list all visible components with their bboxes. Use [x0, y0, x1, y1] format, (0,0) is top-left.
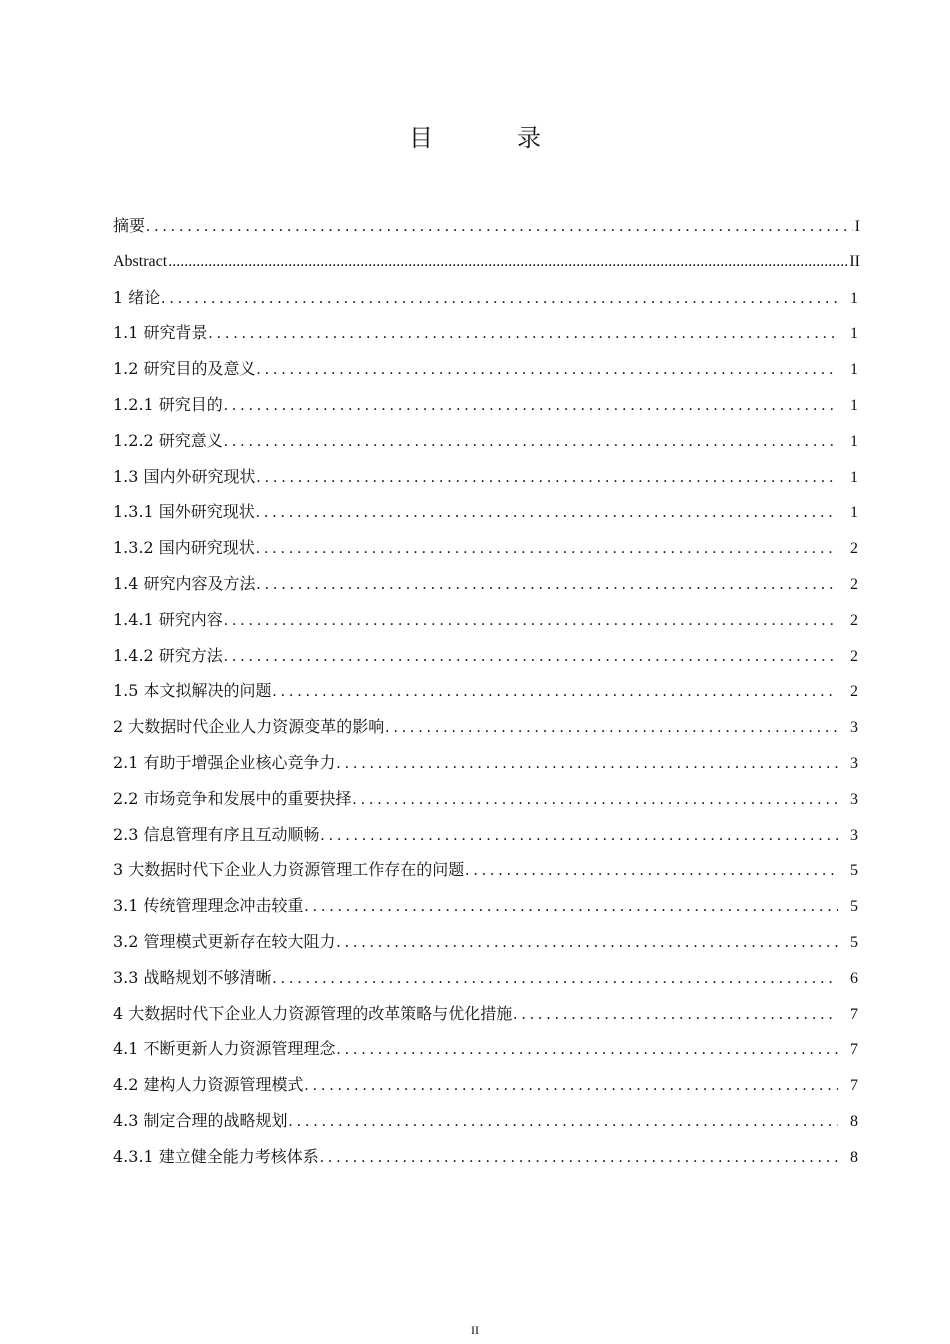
- toc-entry-1[interactable]: [113, 280, 860, 316]
- toc-entry-2-2[interactable]: [113, 781, 860, 817]
- toc-entry-label: 3.2 管理模式更新存在较大阻力: [113, 931, 336, 951]
- toc-leader-dots: [256, 495, 838, 530]
- toc-entry-page: 1: [850, 396, 858, 414]
- toc-entry-label: Abstract: [113, 252, 168, 270]
- toc-leader-dots: [273, 674, 838, 709]
- toc-leader-dots: [289, 1104, 838, 1139]
- toc-leader-dots: [224, 424, 838, 459]
- toc-entry-label: 1.3 国内外研究现状: [113, 466, 256, 486]
- toc-entry-1-2-2[interactable]: [113, 423, 860, 459]
- toc-entry-page: 2: [850, 575, 858, 593]
- toc-entry-page: 1: [850, 432, 858, 450]
- toc-entry-3[interactable]: [113, 852, 860, 888]
- toc-entry-page: I: [854, 218, 860, 235]
- toc-leader-dots: [321, 818, 838, 853]
- toc-entry-label: 2.1 有助于增强企业核心竞争力: [113, 752, 336, 772]
- toc-entry-3-1[interactable]: [113, 888, 860, 924]
- toc-leader-dots: [353, 782, 838, 817]
- toc-entry-1-3-1[interactable]: [113, 494, 860, 530]
- toc-entry-1-4-2[interactable]: [113, 638, 860, 674]
- toc-entry-2-3[interactable]: [113, 817, 860, 853]
- toc-entry-label: 1.4.2 研究方法: [113, 645, 223, 665]
- toc-entry-page: 8: [850, 1112, 858, 1130]
- toc-entry-label: 4 大数据时代下企业人力资源管理的改革策略与优化措施: [113, 1003, 513, 1023]
- toc-leader-dots: [257, 352, 838, 387]
- toc-entry-page: 1: [850, 325, 858, 343]
- toc-entry-page: 2: [850, 647, 858, 665]
- toc-leader-dots: [224, 639, 838, 674]
- toc-entry-page: 1: [850, 289, 858, 307]
- toc-entry-page: 5: [850, 862, 858, 880]
- toc-entry-page: 6: [850, 969, 858, 987]
- toc-leader-dots: [337, 925, 838, 960]
- footer-page-number: II: [471, 1323, 479, 1337]
- toc-leader-dots: [337, 1032, 838, 1067]
- toc-entry-page: II: [849, 252, 860, 270]
- toc-entry-page: 1: [850, 504, 858, 522]
- toc-entry-1-1[interactable]: [113, 315, 860, 351]
- toc-leader-dots: [305, 889, 838, 924]
- toc-entry-label: 2.2 市场竞争和发展中的重要抉择: [113, 788, 352, 808]
- toc-entry-abstract-en[interactable]: [113, 244, 860, 280]
- toc-entry-label: 4.2 建构人力资源管理模式: [113, 1075, 304, 1095]
- toc-leader-dots: [224, 603, 838, 638]
- toc-entry-label: 2.3 信息管理有序且互动顺畅: [113, 824, 320, 844]
- toc-entry-1-2[interactable]: [113, 351, 860, 387]
- toc-entry-label: 1.3.1 国外研究现状: [113, 502, 255, 522]
- toc-entry-page: 2: [850, 540, 858, 558]
- toc-entry-label: 1.4 研究内容及方法: [113, 573, 256, 593]
- table-of-contents: [113, 208, 860, 1175]
- toc-entry-abstract-cn[interactable]: [113, 208, 860, 244]
- toc-leader-dots: [465, 853, 838, 888]
- toc-leader-dots: [385, 710, 838, 745]
- toc-entry-page: 2: [850, 611, 858, 629]
- toc-leader-dots: [273, 961, 838, 996]
- toc-entry-label: 3.3 战略规划不够清晰: [113, 967, 272, 987]
- toc-leader-dots: [320, 1140, 838, 1175]
- toc-entry-1-5[interactable]: [113, 673, 860, 709]
- toc-entry-page: 3: [850, 790, 858, 808]
- toc-entry-page: 3: [850, 754, 858, 772]
- toc-entry-label: 4.1 不断更新人力资源管理理念: [113, 1039, 336, 1059]
- toc-entry-page: 5: [850, 898, 858, 916]
- toc-entry-page: 7: [850, 1005, 858, 1023]
- toc-entry-label: 1.4.1 研究内容: [113, 609, 223, 629]
- toc-leader-dots: [146, 209, 853, 244]
- toc-entry-page: 2: [850, 683, 858, 701]
- toc-entry-4[interactable]: [113, 996, 860, 1032]
- toc-entry-2-1[interactable]: [113, 745, 860, 781]
- toc-leader-dots: [305, 1068, 838, 1103]
- toc-leader-dots: [337, 746, 838, 781]
- toc-entry-3-3[interactable]: [113, 960, 860, 996]
- toc-entry-label: 3 大数据时代下企业人力资源管理工作存在的问题: [113, 860, 465, 880]
- toc-entry-label: 1.1 研究背景: [113, 323, 208, 343]
- toc-entry-4-1[interactable]: [113, 1031, 860, 1067]
- toc-entry-page: 3: [850, 719, 858, 737]
- toc-leader-dots: [168, 244, 847, 280]
- toc-entry-label: 1.2 研究目的及意义: [113, 359, 256, 379]
- toc-entry-label: 1.3.2 国内研究现状: [113, 538, 255, 558]
- toc-entry-label: 2 大数据时代企业人力资源变革的影响: [113, 717, 385, 737]
- toc-entry-1-4-1[interactable]: [113, 602, 860, 638]
- toc-entry-4-3[interactable]: [113, 1103, 860, 1139]
- toc-leader-dots: [161, 281, 838, 316]
- page-title: 目 录: [409, 124, 571, 152]
- toc-leader-dots: [224, 388, 838, 423]
- toc-leader-dots: [257, 460, 838, 495]
- toc-entry-page: 1: [850, 468, 858, 486]
- toc-leader-dots: [256, 531, 838, 566]
- toc-entry-page: 5: [850, 933, 858, 951]
- toc-entry-1-3[interactable]: [113, 459, 860, 495]
- toc-entry-label: 3.1 传统管理理念冲击较重: [113, 896, 304, 916]
- toc-entry-page: 7: [850, 1077, 858, 1095]
- toc-entry-label: 1.2.2 研究意义: [113, 430, 223, 450]
- toc-entry-4-2[interactable]: [113, 1067, 860, 1103]
- toc-entry-1-2-1[interactable]: [113, 387, 860, 423]
- toc-leader-dots: [513, 997, 838, 1032]
- toc-entry-page: 8: [850, 1148, 858, 1166]
- toc-entry-page: 7: [850, 1041, 858, 1059]
- toc-entry-2[interactable]: [113, 709, 860, 745]
- toc-entry-label: 摘要: [113, 216, 146, 235]
- toc-leader-dots: [209, 316, 838, 351]
- toc-entry-page: 3: [850, 826, 858, 844]
- toc-entry-label: 4.3.1 建立健全能力考核体系: [113, 1146, 319, 1166]
- toc-leader-dots: [257, 567, 838, 602]
- toc-entry-1-4[interactable]: [113, 566, 860, 602]
- toc-entry-label: 1.2.1 研究目的: [113, 394, 223, 414]
- toc-entry-label: 1.5 本文拟解决的问题: [113, 681, 272, 701]
- toc-entry-label: 4.3 制定合理的战略规划: [113, 1110, 288, 1130]
- toc-entry-label: 1 绪论: [113, 287, 161, 307]
- toc-entry-page: 1: [850, 361, 858, 379]
- toc-entry-1-3-2[interactable]: [113, 530, 860, 566]
- toc-entry-4-3-1[interactable]: [113, 1139, 860, 1175]
- toc-entry-3-2[interactable]: [113, 924, 860, 960]
